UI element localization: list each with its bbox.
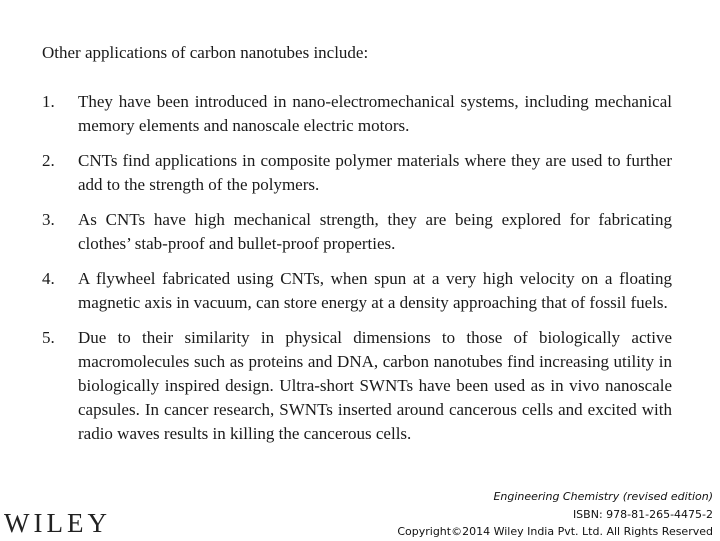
- intro-text: Other applications of carbon nanotubes include:: [42, 43, 369, 62]
- list-item-text: CNTs find applications in composite polymer materials where they are used to further add to the strength of the polymers.: [78, 151, 672, 194]
- list-item-number: 3.: [42, 210, 55, 229]
- list-item-text: As CNTs have high mechanical strength, they are being explored for fabricating clothes’ stab-proof and bullet-proof properties.: [78, 210, 672, 253]
- list-item-text: Due to their similarity in physical dimensions to those of biologically active macromolecules such as proteins and DNA, carbon nanotubes find increasing utility in biologically inspired design. Ultra-short SWNTs have been used as in vivo nanoscale capsules. In cancer research, SWNTs inserted around cancerous cells and excited with radio waves results in killing the cancerous cells.: [78, 328, 672, 443]
- copyright: Copyright©2014 Wiley India Pvt. Ltd. All Rights Reserved: [397, 525, 713, 538]
- list-item-number: 4.: [42, 269, 55, 288]
- book-title: Engineering Chemistry (revised edition): [493, 490, 713, 503]
- list-item-number: 2.: [42, 151, 55, 170]
- wiley-logo: WILEY: [4, 508, 111, 538]
- isbn: ISBN: 978-81-265-4475-2: [572, 507, 713, 521]
- list-item-text: They have been introduced in nano-electromechanical systems, including mechanical memory elements and nanoscale electric motors.: [78, 92, 672, 135]
- list-item: [42, 208, 672, 256]
- list-item: [42, 267, 672, 315]
- footer-info: [397, 488, 713, 541]
- list-item: [42, 326, 672, 446]
- list-item-text: A flywheel fabricated using CNTs, when spun at a very high velocity on a floating magnetic axis in vacuum, can store energy at a density approaching that of fossil fuels.: [78, 269, 672, 312]
- applications-list: [42, 90, 672, 446]
- list-item-number: 5.: [42, 328, 55, 347]
- list-item: [42, 149, 672, 197]
- list-item-number: 1.: [42, 92, 55, 111]
- list-item: [42, 90, 672, 138]
